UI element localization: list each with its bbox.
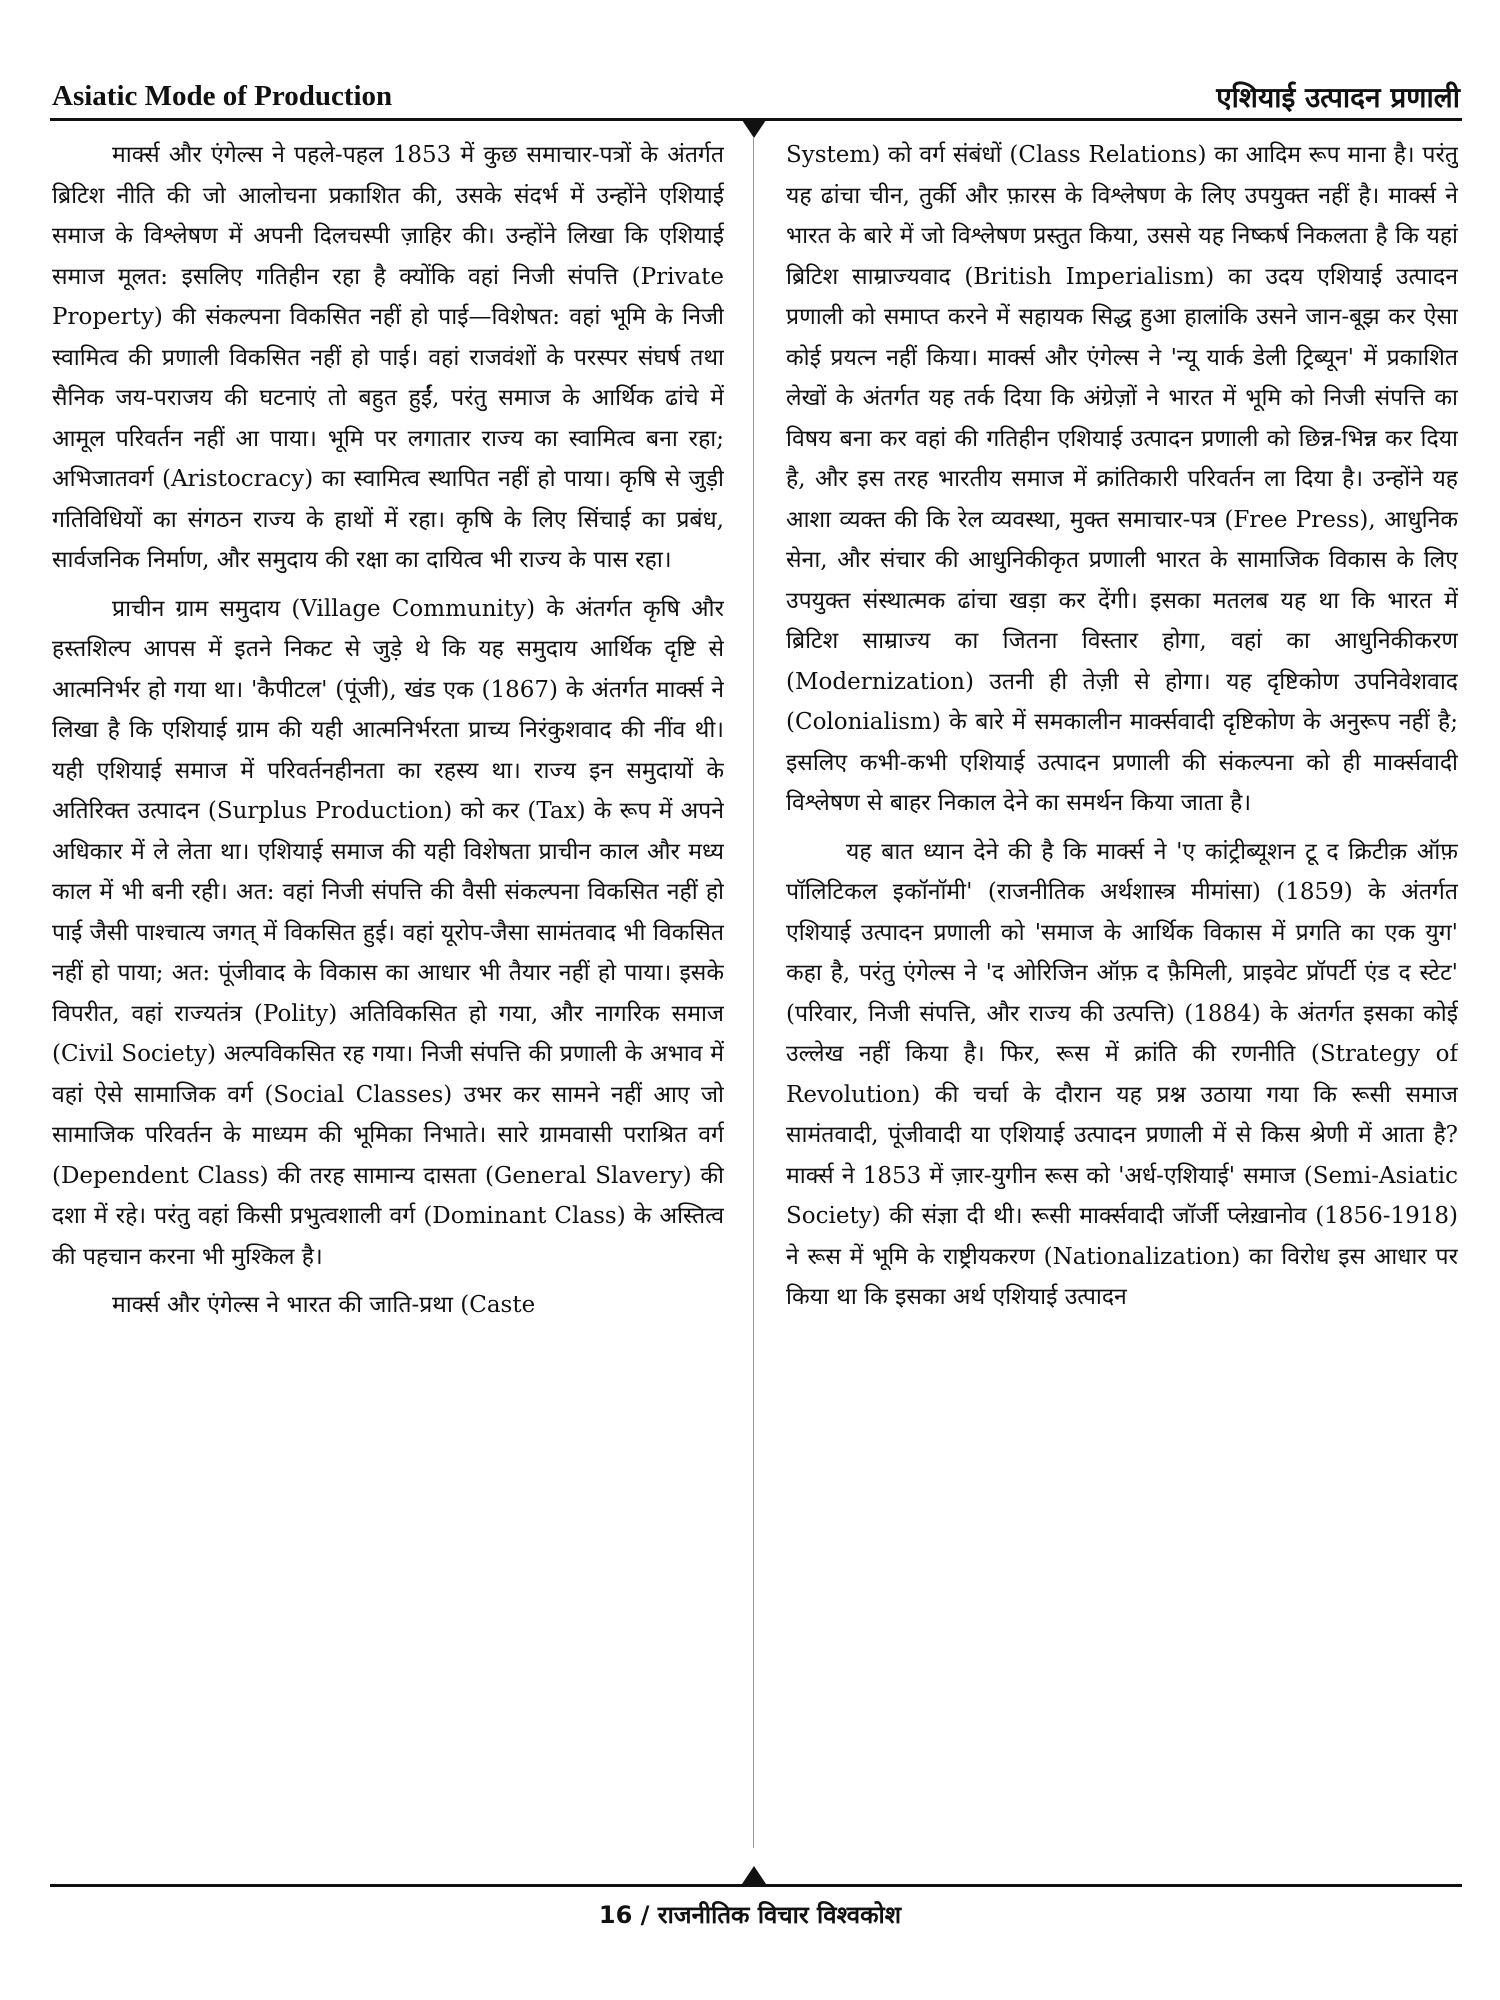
column-divider xyxy=(753,138,754,1848)
running-header-english: Asiatic Mode of Production xyxy=(52,80,393,112)
left-paragraph-3: मार्क्स और एंगेल्स ने भारत की जाति-प्रथा (Caste xyxy=(112,1292,536,1318)
left-paragraph-2: प्राचीन ग्राम समुदाय (Village Community) के अंतर्गत कृषि और हस्तशिल्प आपस में इतने निकट से जुड़े थे कि यह समुदाय आर्थिक दृष्टि से आत्मनिर्भर हो गया था। 'कैपीटल' (पूंजी), खंड एक (1867) के अंतर्गत मार्क्स ने लिखा है कि एशियाई ग्राम की यही आत्मनिर्भरता प्राच्य निरंकुशवाद की नींव थी। यही एशियाई समाज में परिवर्तनहीनता का रहस्य था। राज्य इन समुदायों के अतिरिक्त उत्पादन (Surplus Production) को कर (Tax) के रूप में अपने अधिकार में ले लेता था। एशियाई समाज की यही विशेषता प्राचीन काल और मध्य काल में भी बनी रही। अत: वहां निजी संपत्ति की वैसी संकल्पना विकसित नहीं हो पाई जैसी पाश्चात्य जगत् में विकसित हुई। वहां यूरोप-जैसा सामंतवाद भी विकसित नहीं हो पाया; अत: पूंजीवाद के विकास का आधार भी तैयार नहीं हो पाया। इसके विपरीत, वहां राज्यतंत्र (Polity) अतिविकसित हो गया, और नागरिक समाज (Civil Society) अल्पविकसित रह गया। निजी संपत्ति की प्रणाली के अभाव में वहां ऐसे सामाजिक वर्ग (Social Classes) उभर कर सामने नहीं आए जो सामाजिक परिवर्तन के माध्यम की भूमिका निभाते। सारे ग्रामवासी पराश्रित वर्ग (Dependent Class) की तरह सामान्य दासता (General Slavery) की दशा में रहे। परंतु वहां किसी प्रभुत्वशाली वर्ग (Dominant Class) के अस्तित्व की पहचान करना भी मुश्किल है। xyxy=(52,595,724,1270)
footer-rule xyxy=(50,1884,1462,1887)
right-paragraph-2: यह बात ध्यान देने की है कि मार्क्स ने 'ए कांट्रीब्यूशन टू द क्रिटीक़ ऑफ़ पॉलिटिकल इकॉनॉमी' (राजनीतिक अर्थशास्त्र मीमांसा) (1859) के अंतर्गत एशियाई उत्पादन प्रणाली को 'समाज के आर्थिक विकास में प्रगति का एक युग' कहा है, परंतु एंगेल्स ने 'द ओरिजिन ऑफ़ द फ़ैमिली, प्राइवेट प्रॉपर्टी एंड द स्टेट' (परिवार, निजी संपत्ति, और राज्य की उत्पत्ति) (1884) के अंतर्गत इसका कोई उल्लेख नहीं किया है। फिर, रूस में क्रांति की रणनीति (Strategy of Revolution) की चर्चा के दौरान यह प्रश्न उठाया गया कि रूसी समाज सामंतवादी, पूंजीवादी या एशियाई उत्पादन प्रणाली में से किस श्रेणी में आता है? मार्क्स ने 1853 में ज़ार-युगीन रूस को 'अर्ध-एशियाई' समाज (Semi-Asiatic Society) की संज्ञा दी थी। रूसी मार्क्सवादी जॉर्जी प्लेख़ानोव (1856-1918) ने रूस में भूमि के राष्ट्रीयकरण (Nationalization) का विरोध इस आधार पर किया था कि इसका अर्थ एशियाई उत्पादन xyxy=(786,838,1458,1310)
left-column xyxy=(52,135,724,1860)
bottom-center-triangle-icon xyxy=(742,1866,766,1884)
left-paragraph-1: मार्क्स और एंगेल्स ने पहले-पहल 1853 में कुछ समाचार-पत्रों के अंतर्गत ब्रिटिश नीति की जो आलोचना प्रकाशित की, उसके संदर्भ में उन्होंने एशियाई समाज के विश्लेषण में अपनी दिलचस्पी ज़ाहिर की। उन्होंने लिखा कि एशियाई समाज मूलत: इसलिए गतिहीन रहा है क्योंकि वहां निजी संपत्ति (Private Property) की संकल्पना विकसित नहीं हो पाई—विशेषत: वहां भूमि के निजी स्वामित्व की प्रणाली विकसित नहीं हो पाई। वहां राजवंशों के परस्पर संघर्ष तथा सैनिक जय-पराजय की घटनाएं तो बहुत हुईं, परंतु समाज के आर्थिक ढांचे में आमूल परिवर्तन नहीं आ पाया। भूमि पर लगातार राज्य का स्वामित्व बना रहा; अभिजातवर्ग (Aristocracy) का स्वामित्व स्थापित नहीं हो पाया। कृषि से जुड़ी गतिविधियों का संगठन राज्य के हाथों में रहा। कृषि के लिए सिंचाई का प्रबंध, सार्वजनिक निर्माण, और समुदाय की रक्षा का दायित्व भी राज्य के पास रहा। xyxy=(52,142,724,573)
top-center-triangle-icon xyxy=(742,120,766,138)
right-column xyxy=(786,135,1458,1860)
page-footer: 16 / राजनीतिक विचार विश्वकोश xyxy=(598,1901,902,1929)
running-header-hindi: एशियाई उत्पादन प्रणाली xyxy=(1216,81,1460,114)
right-paragraph-1: System) को वर्ग संबंधों (Class Relations) का आदिम रूप माना है। परंतु यह ढांचा चीन, तुर्की और फ़ारस के विश्लेषण के लिए उपयुक्त नहीं है। मार्क्स ने भारत के बारे में जो विश्लेषण प्रस्तुत किया, उससे यह निष्कर्ष निकलता है कि यहां ब्रिटिश साम्राज्यवाद (British Imperialism) का उदय एशियाई उत्पादन प्रणाली को समाप्त करने में सहायक सिद्ध हुआ हालांकि उसने जान-बूझ कर ऐसा कोई प्रयत्न नहीं किया। मार्क्स और एंगेल्स ने 'न्यू यार्क डेली ट्रिब्यून' में प्रकाशित लेखों के अंतर्गत यह तर्क दिया कि अंग्रेज़ों ने भारत में भूमि को निजी संपत्ति का विषय बना कर वहां की गतिहीन एशियाई उत्पादन प्रणाली को छिन्न-भिन्न कर दिया है, और इस तरह भारतीय समाज में क्रांतिकारी परिवर्तन ला दिया है। उन्होंने यह आशा व्यक्त की कि रेल व्यवस्था, मुक्त समाचार-पत्र (Free Press), आधुनिक सेना, और संचार की आधुनिकीकृत प्रणाली भारत के सामाजिक विकास के लिए उपयुक्त संस्थात्मक ढांचा खड़ा कर देंगी। इसका मतलब यह था कि भारत में ब्रिटिश साम्राज्य का जितना विस्तार होगा, वहां का आधुनिकीकरण (Modernization) उतनी ही तेज़ी से होगा। यह दृष्टिकोण उपनिवेशवाद (Colonialism) के बारे में समकालीन मार्क्सवादी दृष्टिकोण के अनुरूप नहीं है; इसलिए कभी-कभी एशियाई उत्पादन प्रणाली की संकल्पना को ही मार्क्सवादी विश्लेषण से बाहर निकाल देने का समर्थन किया जाता है। xyxy=(786,142,1458,816)
